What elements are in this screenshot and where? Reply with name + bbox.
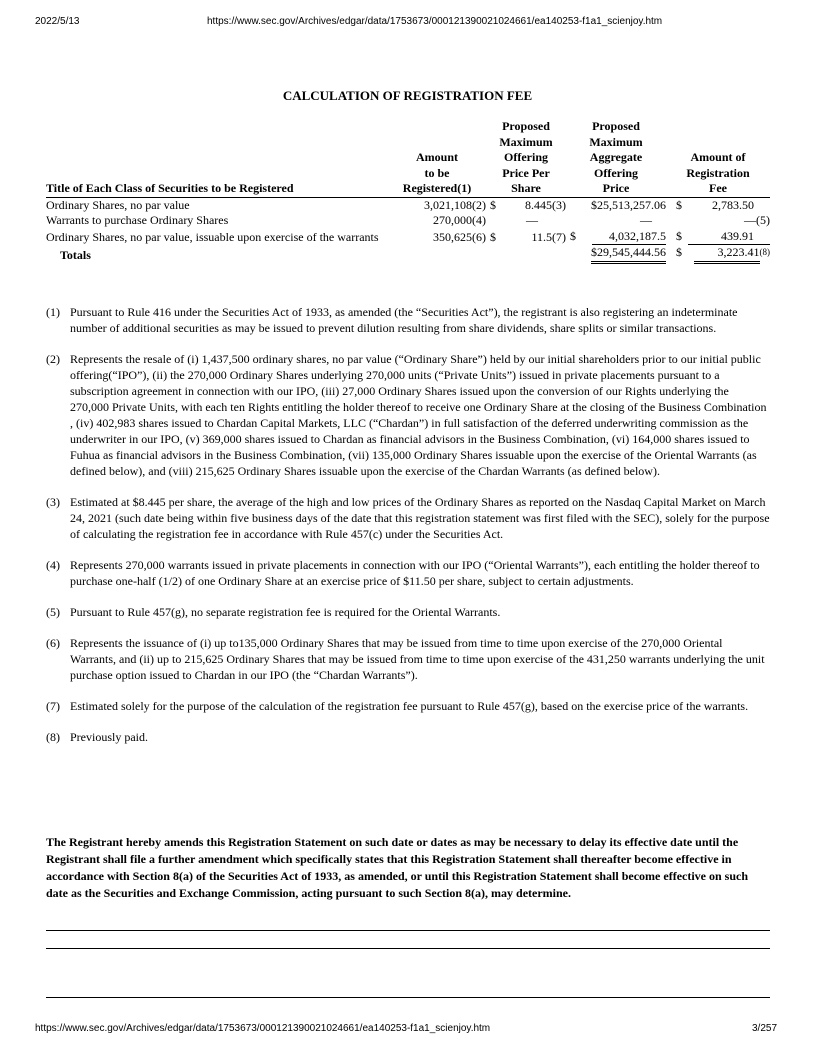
header-title-class: Title of Each Class of Securities to be Registered bbox=[46, 119, 388, 197]
footnote: (6) Represents the issuance of (i) up to135,000 Ordinary Shares that may be issued from time to time upon exercise of the 270,000 Oriental Warrants, and (ii) up to 215,625 Ordinary Shares that may be issued from time to time upon exercise of the 431,250 warrants underlying the unit purchase option issued to Chardan in our IPO (the “Chardan Warrants”). bbox=[46, 636, 765, 682]
row-offering: $ 11.5(7) bbox=[490, 229, 566, 244]
header-offering-price: Proposed Maximum Offering Price Per Share bbox=[486, 119, 566, 197]
row-offering: — bbox=[526, 213, 538, 227]
footnote: (8) Previously paid. bbox=[46, 730, 148, 744]
row-offering: $ 8.445(3) bbox=[490, 197, 566, 212]
page-title: CALCULATION OF REGISTRATION FEE bbox=[282, 88, 533, 103]
row-aggregate: — bbox=[640, 213, 652, 227]
row-title: Ordinary Shares, no par value bbox=[46, 197, 190, 212]
footnote: (1) Pursuant to Rule 416 under the Securities Act of 1933, as amended (the “Securities Act”), the registrant is also registering an indeterminate number of additional securities as may be issued to prevent dilution resulting from share dividends, share splits or similar transactions. bbox=[46, 305, 738, 335]
print-date: 2022/5/13 bbox=[35, 16, 80, 27]
divider-line bbox=[46, 997, 770, 998]
header-registration-fee: Amount of Registration Fee bbox=[666, 119, 770, 197]
row-title: Warrants to purchase Ordinary Shares bbox=[46, 213, 229, 227]
footnote: (2) Represents the resale of (i) 1,437,500 ordinary shares, no par value (“Ordinary Share”) held by our initial shareholders prior to our initial public offering(“IPO”), (ii) the 270,000 Ordinary Shares underlying 270,000 units (“Private Units”) issued in private placements pursuant to a subscription agreement in connection with our IPO, (iii) 27,000 Ordinary Shares issued upon the conversion of our Rights underlying the 270,000 Private Units, with each ten Rights entitling the holder thereof to receive one Ordinary Share at the closing of the Business Combination , (iv) 402,983 shares issued to Chardan Capital Markets, LLC (“Chardan”) in full satisfaction of the deferred underwriting commission as the underwriter in our IPO, (v) 369,000 shares issued to Chardan as financial advisors in the Business Combination, (vi) 164,000 shares issued to Fuhua as financial advisors in the Business Combination, (vii) 135,000 Ordinary Shares issuable upon the exercise of the Oriental Warrants (as defined below), and (viii) 215,625 Ordinary Shares issuable upon the exercise of the Chardan Warrants (as defined below). bbox=[46, 352, 767, 478]
delaying-amendment-paragraph: The Registrant hereby amends this Registration Statement on such date or dates as may be necessary to delay its effective date until the Registrant shall file a further amendment which specifically states that this Registration Statement shall thereafter become effective in accordance with Section 8(a) of the Securities Act of 1933, as amended, or until this Registration Statement shall become effective on such date as the Securities and Exchange Commission, acting pursuant to such Section 8(a), may determine. bbox=[46, 835, 749, 900]
totals-label: Totals bbox=[60, 248, 91, 262]
footnote: (5) Pursuant to Rule 457(g), no separate registration fee is required for the Oriental Warrants. bbox=[46, 605, 501, 619]
divider-line bbox=[46, 930, 770, 931]
table-row bbox=[46, 213, 770, 229]
totals-aggregate: $29,545,444.56 bbox=[566, 245, 666, 264]
footnote: (4) Represents 270,000 warrants issued in private placements in connection with our IPO (“Oriental Warrants”), each entitling the holder thereof to purchase one-half (1/2) of one Ordinary Share at an exercise price of $11.50 per share, subject to certain adjustments. bbox=[46, 558, 760, 588]
header-amount: Amount to be Registered(1) bbox=[388, 119, 486, 197]
row-amount: 3,021,108(2) bbox=[424, 197, 486, 212]
table-row bbox=[46, 229, 770, 246]
row-aggregate: $25,513,257.06 bbox=[591, 197, 666, 212]
row-amount: 350,625(6) bbox=[433, 229, 486, 244]
header-aggregate-price: Proposed Maximum Aggregate Offering Price bbox=[566, 119, 666, 197]
footnote: (3) Estimated at $8.445 per share, the average of the high and low prices of the Ordinary Shares as reported on the Nasdaq Capital Market on March 24, 2021 (such date being within five business days of the date that this registration statement was first filed with the SEC), solely for the purpose of calculating the registration fee in accordance with Rule 457(c) under the Securities Act. bbox=[46, 495, 770, 541]
row-fee: $ 2,783.50 bbox=[676, 197, 754, 212]
table-row bbox=[46, 197, 770, 213]
table-header-row bbox=[46, 119, 770, 197]
registration-fee-table bbox=[46, 119, 770, 264]
footnotes-list bbox=[46, 304, 770, 760]
footer-url: https://www.sec.gov/Archives/edgar/data/1753673/000121390021024661/ea140253-f1a1_scienjoy.htm bbox=[35, 1023, 491, 1034]
footnote: (7) Estimated solely for the purpose of the calculation of the registration fee pursuant to Rule 457(g), based on the exercise price of the warrants. bbox=[46, 699, 749, 713]
totals-row bbox=[46, 245, 770, 264]
row-fee: $ 439.91 bbox=[666, 229, 770, 246]
header-url: https://www.sec.gov/Archives/edgar/data/1753673/000121390021024661/ea140253-f1a1_scienjoy.htm bbox=[207, 16, 663, 27]
page-number: 3/257 bbox=[752, 1023, 778, 1034]
row-amount: 270,000(4) bbox=[433, 213, 486, 227]
totals-fee: $ 3,223.41$^{(8)}$ bbox=[666, 245, 770, 264]
row-title: Ordinary Shares, no par value, issuable upon exercise of the warrants bbox=[46, 229, 379, 244]
row-aggregate: $ 4,032,187.5 bbox=[566, 229, 666, 246]
divider-line bbox=[46, 948, 770, 949]
row-fee: —(5) bbox=[744, 213, 770, 227]
